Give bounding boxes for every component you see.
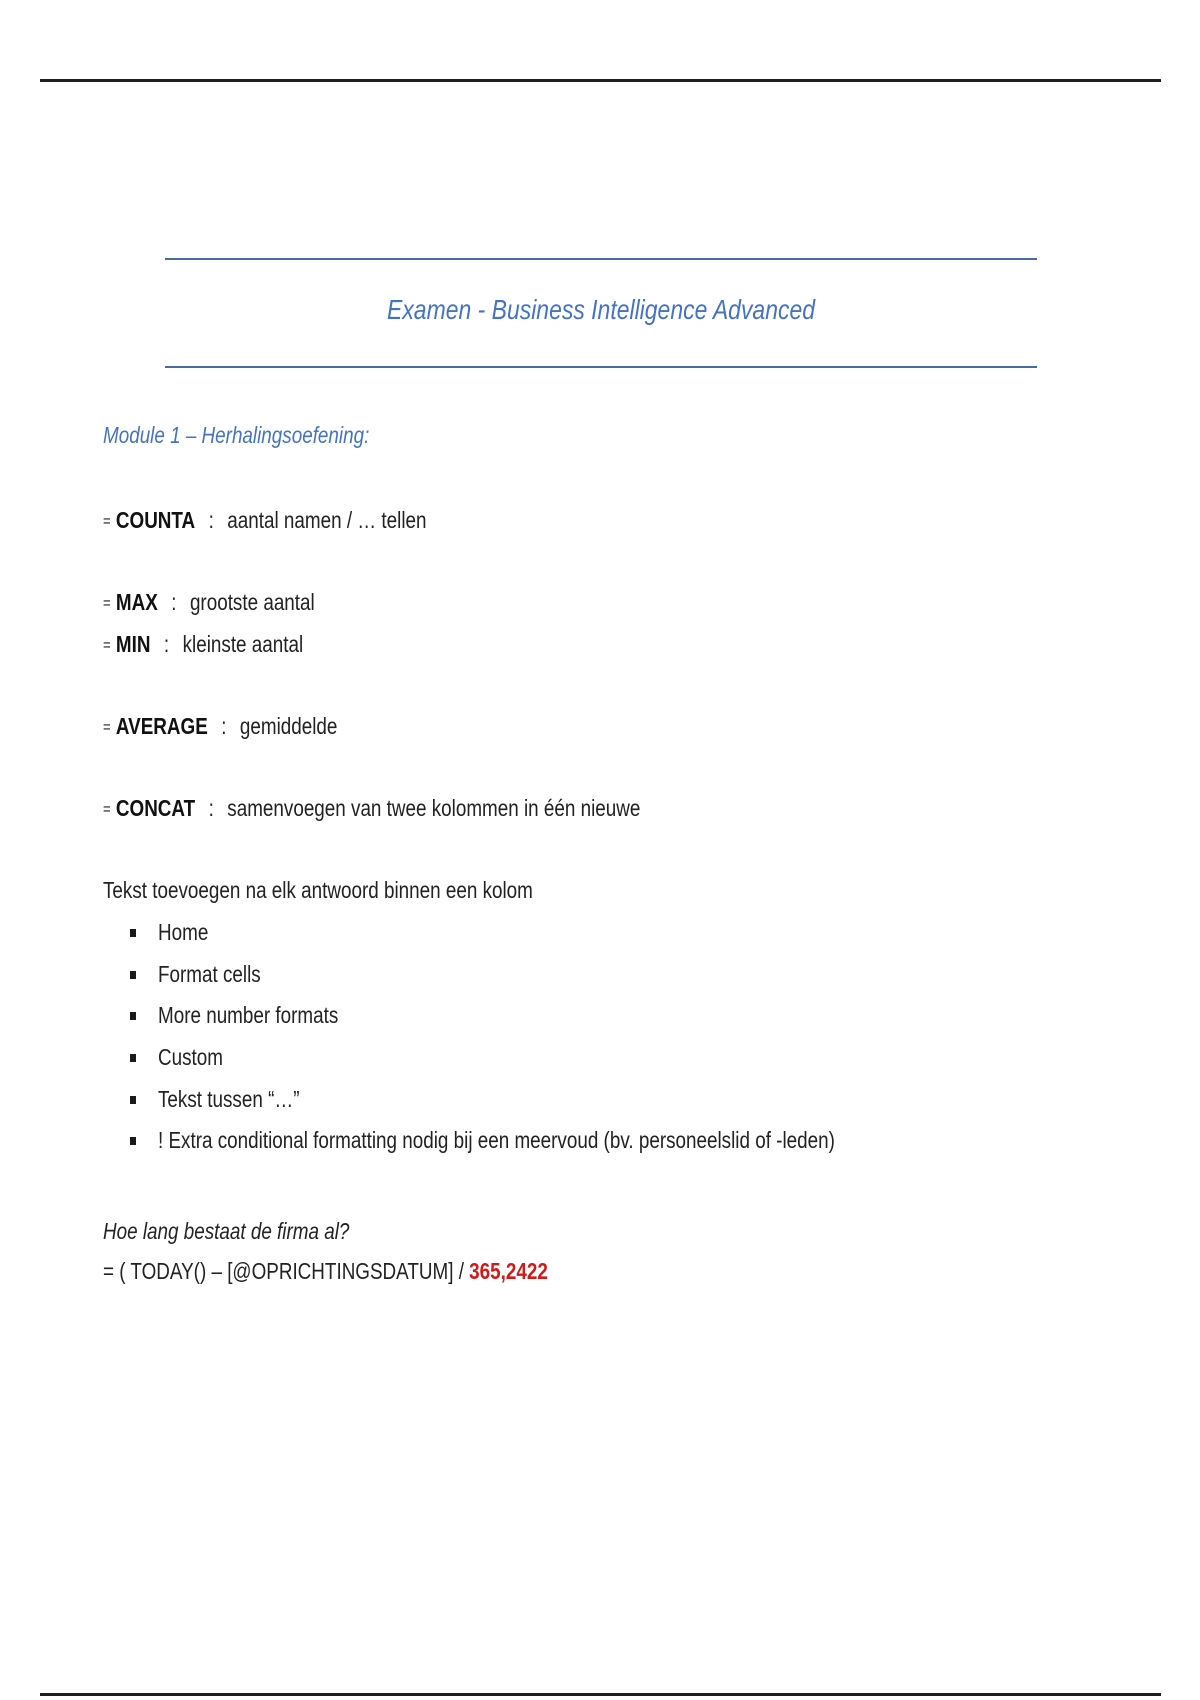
question-text: Hoe lang bestaat de firma al? xyxy=(103,1218,350,1244)
separator: : xyxy=(208,507,214,533)
bullet-icon xyxy=(130,929,136,937)
function-description: kleinste aantal xyxy=(182,631,304,657)
module-heading: Module 1 – Herhalingsoefening: xyxy=(103,422,370,448)
function-name: AVERAGE xyxy=(115,713,208,739)
function-name: MIN xyxy=(115,631,151,657)
page-top-rule xyxy=(40,79,1161,82)
function-description: aantal namen / … tellen xyxy=(227,507,427,533)
equals-sign: = xyxy=(103,637,111,654)
bullet-icon xyxy=(130,971,136,979)
function-counta xyxy=(103,505,427,537)
equals-sign: = xyxy=(103,801,111,818)
bullet-icon xyxy=(130,1137,136,1145)
list-item-text: Custom xyxy=(158,1044,223,1070)
document-title: Examen - Business Intelligence Advanced xyxy=(387,294,815,325)
function-min xyxy=(103,629,303,661)
formula-highlight: 365,2422 xyxy=(469,1258,548,1284)
function-concat xyxy=(103,793,640,825)
title-bottom-rule xyxy=(165,366,1037,368)
bullet-icon xyxy=(130,1012,136,1020)
text-section-intro: Tekst toevoegen na elk antwoord binnen een kolom xyxy=(103,877,533,903)
function-description: samenvoegen van twee kolommen in één nieuwe xyxy=(227,795,641,821)
separator: : xyxy=(163,631,170,657)
formula-main: = ( TODAY() – [@OPRICHTINGSDATUM] / xyxy=(103,1258,470,1284)
function-name: CONCAT xyxy=(115,795,196,821)
bullet-icon xyxy=(130,1096,136,1104)
list-item-text: Format cells xyxy=(158,961,261,987)
function-average xyxy=(103,711,337,743)
separator: : xyxy=(208,795,214,821)
title-top-rule xyxy=(165,258,1037,260)
separator: : xyxy=(221,713,227,739)
bullet-icon xyxy=(130,1054,136,1062)
function-name: MAX xyxy=(115,589,158,615)
list-item-text: Home xyxy=(158,919,209,945)
equals-sign: = xyxy=(103,719,111,736)
list-item-text: ! Extra conditional formatting nodig bij een meervoud (bv. personeelslid of -leden) xyxy=(158,1127,835,1153)
equals-sign: = xyxy=(103,595,111,612)
function-description: grootste aantal xyxy=(189,589,315,615)
function-max xyxy=(103,587,315,619)
page-bottom-rule xyxy=(40,1693,1161,1696)
formula-line xyxy=(103,1256,548,1286)
function-name: COUNTA xyxy=(115,507,196,533)
list-item-text: More number formats xyxy=(158,1002,339,1028)
function-description: gemiddelde xyxy=(239,713,338,739)
equals-sign: = xyxy=(103,513,111,530)
list-item-text: Tekst tussen “…” xyxy=(158,1086,300,1112)
separator: : xyxy=(171,589,177,615)
